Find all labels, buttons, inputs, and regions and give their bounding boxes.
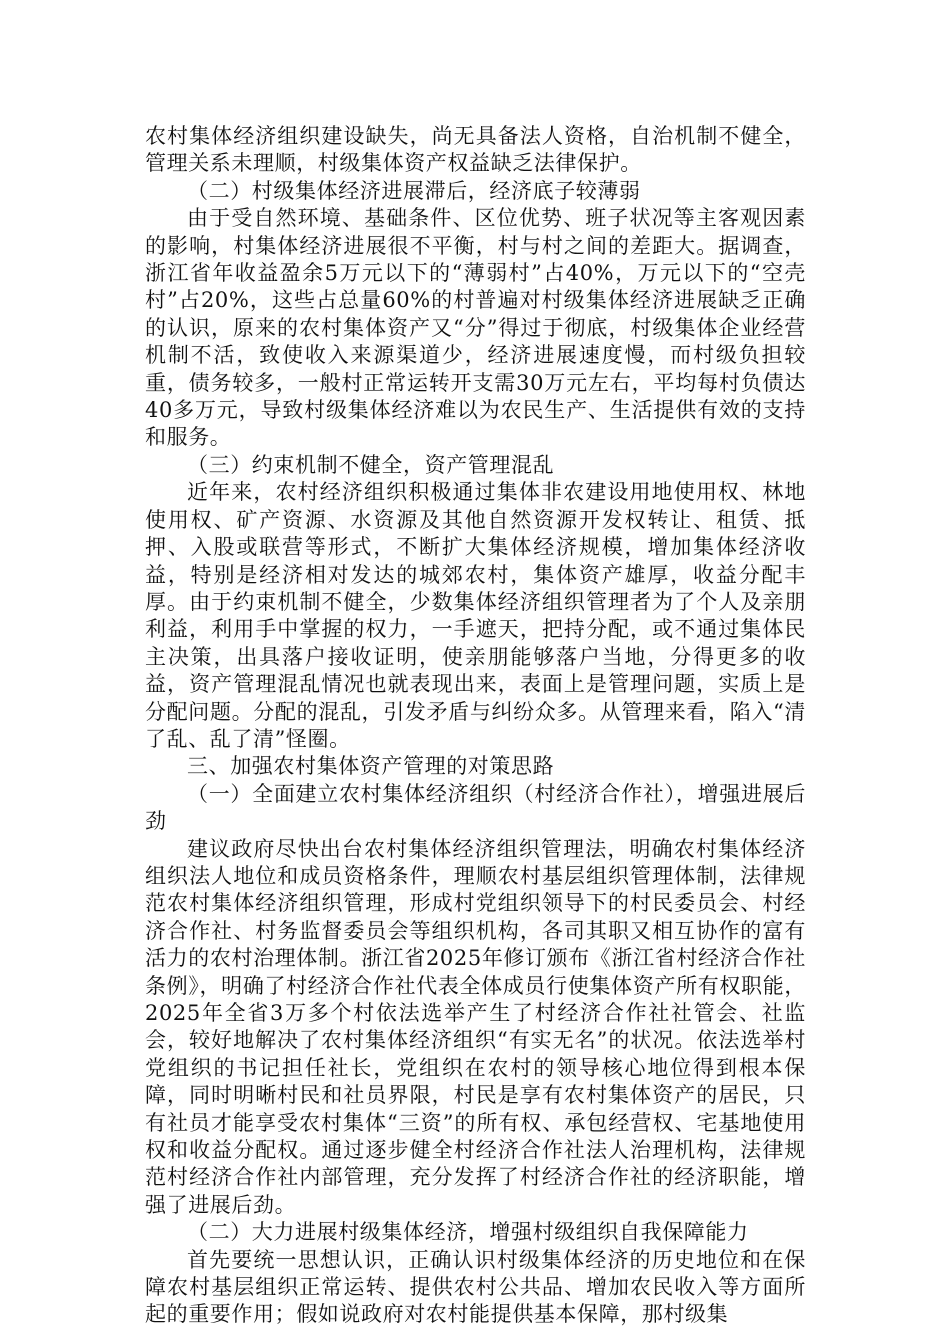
document-body xyxy=(145,123,806,1329)
section-heading-3: 三、加强农村集体资产管理的对策思路 xyxy=(187,754,555,779)
section-heading-2-3: （三）约束机制不健全，资产管理混乱 xyxy=(187,452,555,477)
section-heading-2-2: （二）村级集体经济进展滞后，经济底子较薄弱 xyxy=(187,178,641,203)
paragraph-cooperative: 建议政府尽快出台农村集体经济组织管理法，明确农村集体经济组织法人地位和成员资格条件，理顺农村基层组织管理体制，法律规范农村集体经济组织管理，形成村党组织领导下的村民委员会、村经济合作社、村务监督委员会等组织机构，各司其职又相互协作的富有活力的农村治理体制。浙江省2025年修订颁布《浙江省村经济合作社条例》，明确了村经济合作社代表全体成员行使集体资产所有权职能，2025年全省3万多个村依法选举产生了村经济合作社社管会、社监会，较好地解决了农村集体经济组织“有实无名”的状况。依法选举村党组织的书记担任社长，党组织在农村的领导核心地位得到根本保障，同时明晰村民和社员界限，村民是享有农村集体资产的居民，只有社员才能享受农村集体“三资”的所有权、承包经营权、宅基地使用权和收益分配权。通过逐步健全村经济合作社法人治理机构，法律规范村经济合作社内部管理，充分发挥了村经济合作社的经济职能，增强了进展后劲。 xyxy=(145,836,806,1217)
paragraph-weak-economy: 由于受自然环境、基础条件、区位优势、班子状况等主客观因素的影响，村集体经济进展很不平衡，村与村之间的差距大。据调查，浙江省年收益盈余5万元以下的“薄弱村”占40%，万元以下的“空壳村”占20%，这些占总量60%的村普遍对村级集体经济进展缺乏正确的认识，原来的农村集体资产又“分”得过于彻底，村级集体企业经营机制不活，致使收入来源渠道少，经济进展速度慢，而村级负担较重，债务较多，一般村正常运转开支需30万元左右，平均每村负债达40多万元，导致村级集体经济难以为农民生产、生活提供有效的支持和服务。 xyxy=(145,206,806,450)
section-heading-3-2: （二）大力进展村级集体经济，增强村级组织自我保障能力 xyxy=(187,1220,749,1245)
paragraph-collective-economy: 首先要统一思想认识，正确认识村级集体经济的历史地位和在保障农村基层组织正常运转、提供农村公共品、增加农民收入等方面所起的重要作用；假如说政府对农村能提供基本保障，那村级集 xyxy=(145,1247,806,1327)
paragraph-continued: 农村集体经济组织建设缺失，尚无具备法人资格，自治机制不健全，管理关系未理顺，村级集体资产权益缺乏法律保护。 xyxy=(145,124,806,176)
section-heading-3-1: （一）全面建立农村集体经济组织（村经济合作社），增强进展后劲 xyxy=(145,781,806,834)
paragraph-asset-management: 近年来，农村经济组织积极通过集体非农建设用地使用权、林地使用权、矿产资源、水资源及其他自然资源开发权转让、租赁、抵押、入股或联营等形式，不断扩大集体经济规模，增加集体经济收益，特别是经济相对发达的城郊农村，集体资产雄厚，收益分配丰厚。由于约束机制不健全，少数集体经济组织管理者为了个人及亲朋利益，利用手中掌握的权力，一手遮天，把持分配，或不通过集体民主决策，出具落户接收证明，使亲朋能够落户当地，分得更多的收益，资产管理混乱情况也就表现出来，表面上是管理问题，实质上是分配问题。分配的混乱，引发矛盾与纠纷众多。从管理来看，陷入“清了乱、乱了清”怪圈。 xyxy=(145,480,806,751)
